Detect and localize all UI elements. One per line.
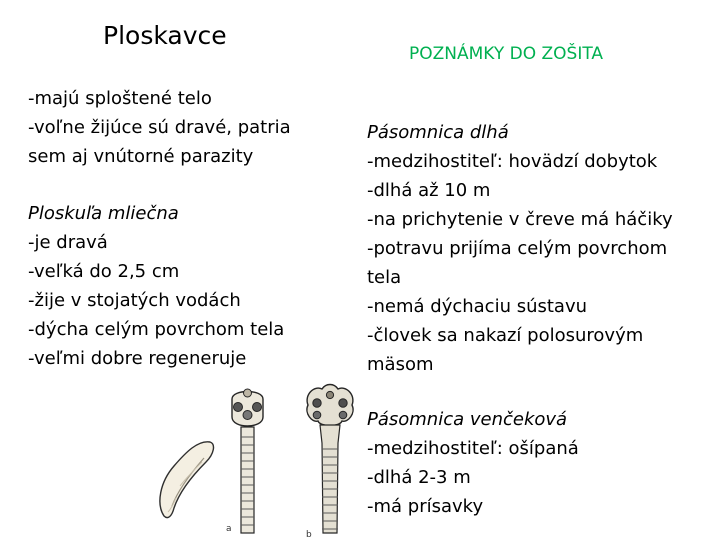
planaria-heading: Ploskuľa mliečna	[28, 203, 179, 224]
pork-tapeworm-fact: -dlhá 2-3 m	[367, 467, 471, 488]
planaria-fact: -veľká do 2,5 cm	[28, 261, 180, 282]
pork-tapeworm-fact: -medzihostiteľ: ošípaná	[367, 438, 579, 459]
pork-tapeworm-heading: Pásomnica venčeková	[367, 409, 568, 430]
tapeworm-scolex-b-illustration	[300, 383, 360, 540]
planaria-fact: -je dravá	[28, 232, 108, 253]
tapeworm-scolex-a-illustration	[220, 385, 275, 540]
notes-heading: POZNÁMKY DO ZOŠITA	[409, 44, 604, 64]
long-tapeworm-fact: tela	[367, 267, 402, 288]
intro-text	[28, 84, 291, 171]
long-tapeworm-fact: -medzihostiteľ: hovädzí dobytok	[367, 151, 658, 172]
long-tapeworm-fact: -nemá dýchaciu sústavu	[367, 296, 588, 317]
pork-tapeworm-fact: -má prísavky	[367, 496, 484, 517]
planaria-section	[28, 199, 284, 373]
planaria-fact: -žije v stojatých vodách	[28, 290, 241, 311]
long-tapeworm-section	[367, 118, 673, 379]
intro-line: -majú sploštené telo	[28, 88, 212, 109]
long-tapeworm-fact: -človek sa nakazí polosurovým	[367, 325, 644, 346]
long-tapeworm-fact: -potravu prijíma celým povrchom	[367, 238, 668, 259]
planaria-fact: -dýcha celým povrchom tela	[28, 319, 285, 340]
intro-line: sem aj vnútorné parazity	[28, 146, 254, 167]
long-tapeworm-fact: mäsom	[367, 354, 434, 375]
long-tapeworm-fact: -na prichytenie v čreve má háčiky	[367, 209, 673, 230]
planaria-illustration	[150, 428, 220, 528]
long-tapeworm-fact: -dlhá až 10 m	[367, 180, 491, 201]
slide-title: Ploskavce	[103, 21, 227, 50]
scolex-b-label: b	[306, 530, 312, 540]
long-tapeworm-heading: Pásomnica dlhá	[367, 122, 509, 143]
pork-tapeworm-section	[367, 405, 579, 521]
intro-line: -voľne žijúce sú dravé, patria	[28, 117, 291, 138]
planaria-fact: -veľmi dobre regeneruje	[28, 348, 247, 369]
scolex-a-label: a	[226, 524, 232, 534]
